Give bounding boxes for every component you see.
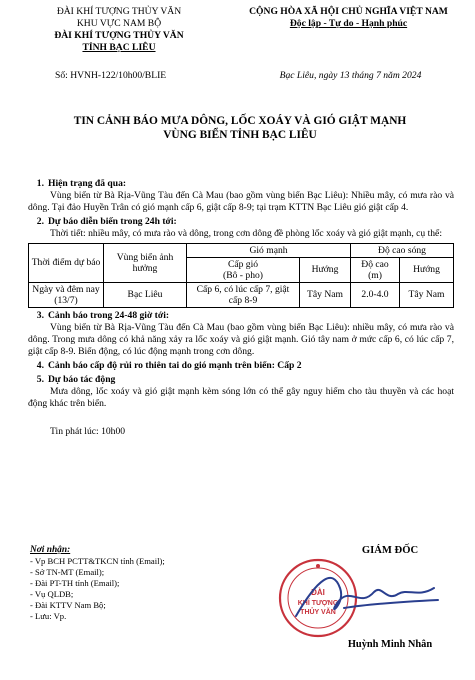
th-wave-direction: Hướng — [400, 257, 454, 282]
th-wind: Gió mạnh — [187, 243, 351, 257]
recipient-item: - Lưu: Vp. — [30, 611, 67, 621]
national-header — [226, 6, 471, 30]
recipients-block — [30, 545, 260, 622]
document-body — [28, 176, 454, 438]
section-3-text: Vùng biển từ Bà Rịa-Vũng Tàu đến Cà Mau (bao gồm vùng biển Bạc Liêu): nhiều mây, có mưa rào và dông. Trong mưa dông có khả năng xảy ra lốc xoáy và gió giật mạnh. Gió tây nam ở mức cấp 6, có lúc cấp 7, giật cấp 8-9. Biển động, có lúc động mạnh trong cơn dông. — [28, 321, 454, 357]
national-motto: Độc lập - Tự do - Hạnh phúc — [289, 18, 408, 29]
cell-time: Ngày và đêm nay (13/7) — [29, 282, 104, 307]
date-line: Bạc Liêu, ngày 13 tháng 7 năm 2024 — [279, 70, 422, 81]
cell-wave-direction: Tây Nam — [400, 282, 454, 307]
table-row — [29, 282, 454, 307]
th-wave-height-label: Độ cao — [361, 258, 389, 270]
section-2-heading — [28, 216, 454, 228]
section-4-heading — [28, 360, 454, 372]
section-5-text: Mưa dông, lốc xoáy và gió giật mạnh kèm sóng lớn có thể gây nguy hiểm cho tàu thuyền và các hoạt động khác trên biển. — [28, 385, 454, 409]
recipients-label: Nơi nhận: — [30, 545, 71, 555]
section-5-number: 5. — [36, 373, 44, 385]
title-line-1: TIN CẢNH BÁO MƯA DÔNG, LỐC XOÁY VÀ GIÓ GIẬT MẠNH — [73, 115, 407, 127]
document-number: Số: HVNH-122/10h00/BLIE — [55, 70, 167, 81]
section-1-heading — [28, 178, 454, 190]
section-1-number: 1. — [36, 178, 44, 189]
signer-name: Huỳnh Minh Nhân — [347, 639, 433, 650]
agency-header — [14, 6, 224, 54]
section-3-title: Cảnh báo trong 24-48 giờ tới: — [48, 309, 170, 321]
recipient-item: - Sở TN-MT (Email); — [30, 567, 105, 577]
sent-time: Tin phát lúc: 10h00 — [50, 425, 126, 437]
title-line-2: VÙNG BIỂN TỈNH BẠC LIÊU — [163, 129, 317, 141]
official-stamp-and-signature — [278, 558, 448, 638]
section-3-heading — [28, 310, 454, 322]
cell-wind-level: Cấp 6, có lúc cấp 7, giật cấp 8-9 — [187, 282, 300, 307]
section-5-title: Dự báo tác động — [48, 373, 116, 385]
th-wave: Độ cao sóng — [351, 243, 454, 257]
recipient-item: - Đài KTTV Nam Bộ; — [30, 600, 106, 610]
section-4-title: Cảnh báo cấp độ rủi ro thiên tai do gió mạnh trên biển: Cấp 2 — [48, 359, 302, 371]
cell-wave-height: 2.0-4.0 — [351, 282, 400, 307]
recipient-item: - Vụ QLDB; — [30, 589, 74, 599]
agency-line-3: ĐÀI KHÍ TƯỢNG THỦY VĂN — [54, 30, 184, 41]
cell-wind-direction: Tây Nam — [300, 282, 351, 307]
svg-text:THỦY VĂN: THỦY VĂN — [300, 609, 336, 616]
stamp-seal — [280, 560, 356, 636]
th-wave-height-unit: (m) — [368, 269, 382, 281]
section-3-number: 3. — [36, 309, 44, 321]
recipient-item: - Vp BCH PCTT&TKCN tỉnh (Email); — [30, 556, 165, 566]
th-wave-height — [351, 257, 400, 282]
section-2-title: Dự báo diễn biến trong 24h tới: — [48, 215, 177, 227]
agency-line-1: ĐÀI KHÍ TƯỢNG THỦY VĂN — [56, 6, 182, 17]
agency-line-4: TỈNH BẠC LIÊU — [82, 42, 156, 53]
signer-title: GIÁM ĐỐC — [361, 545, 419, 556]
th-area: Vùng biển ảnh hưởng — [104, 243, 187, 282]
th-wind-level — [187, 257, 300, 282]
th-wind-level-label: Cấp gió — [227, 258, 259, 270]
recipient-item: - Đài PT-TH tỉnh (Email); — [30, 578, 120, 588]
th-wind-direction: Hướng — [300, 257, 351, 282]
th-wind-level-sub: (Bô - pho) — [223, 269, 263, 281]
svg-text:ĐÀI: ĐÀI — [311, 588, 325, 597]
th-time: Thời điểm dự báo — [29, 243, 104, 282]
section-2-number: 2. — [36, 215, 44, 227]
cell-area: Bạc Liêu — [104, 282, 187, 307]
section-1-text: Vùng biển từ Bà Rịa-Vũng Tàu đến Cà Mau (bao gồm vùng biển Bạc Liêu): Nhiều mây, có mưa rào và dông. Tại đảo Huyền Trân có gió mạnh cấp 6, giật cấp 8-9; tại trạm KTTN Bạc Liêu gió giật cấp 4. — [28, 189, 454, 213]
forecast-table — [28, 243, 454, 308]
svg-text:KHÍ TƯỢNG: KHÍ TƯỢNG — [297, 600, 339, 607]
country-name: CỘNG HÒA XÃ HỘI CHỦ NGHĨA VIỆT NAM — [249, 6, 448, 17]
section-1-title: Hiện trạng đã qua: — [48, 178, 127, 189]
section-5-heading — [28, 374, 454, 386]
agency-line-2: KHU VỰC NAM BỘ — [76, 18, 162, 29]
section-4-number: 4. — [36, 359, 44, 371]
document-title — [40, 114, 440, 142]
section-2-text: Thời tiết: nhiều mây, có mưa rào và dông, trong cơn dông đề phòng lốc xoáy và gió giật mạnh, cụ thể: — [50, 227, 442, 239]
